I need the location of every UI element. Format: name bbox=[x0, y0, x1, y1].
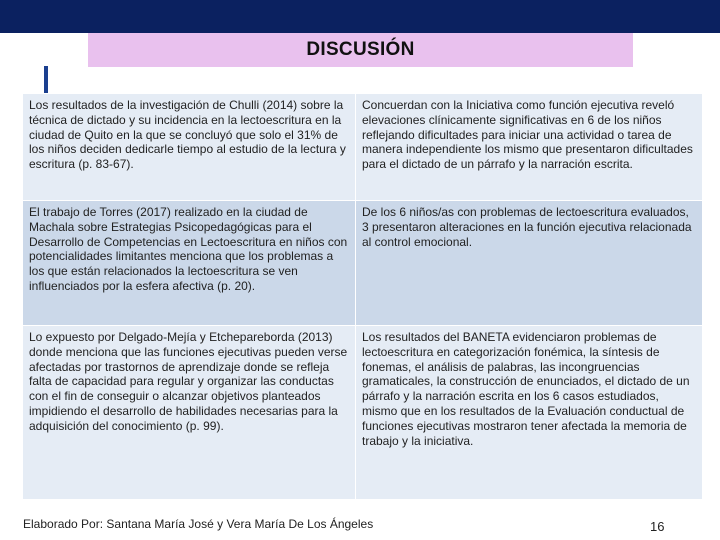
page-title: DISCUSIÓN bbox=[306, 39, 415, 60]
table-cell-antecedent: Lo expuesto por Delgado-Mejía y Etchepareborda (2013) donde menciona que las funciones ejecutivas pueden verse afectadas por trastornos de aprendizaje donde se refleja falta de capacidad para regular y organizar las conductas con el fin de conseguir o alcanzar objetivos planteados impidiendo el desarrollo de habilidades necesarias para la adquisición del conocimiento (p. 99). bbox=[23, 326, 356, 500]
table-cell-finding: De los 6 niños/as con problemas de lectoescritura evaluados, 3 presentaron alteraciones en la función ejecutiva relacionada al control emocional. bbox=[356, 201, 703, 326]
table-cell-finding: Los resultados del BANETA evidenciaron problemas de lectoescritura en categorización fonémica, la síntesis de fonemas, el análisis de palabras, las incongruencias gramaticales, la construcción de enunciados, el dictado de un párrafo y la narración escrita en los 6 casos estudiados, mismo que en los resultados de la Evaluación conductual de funciones ejecutivas mostraron tener afectada la memoria de trabajo y la iniciativa. bbox=[356, 326, 703, 500]
title-banner bbox=[88, 33, 633, 67]
accent-bar bbox=[44, 66, 48, 94]
table-row bbox=[23, 326, 703, 500]
table-cell-antecedent: Los resultados de la investigación de Chulli (2014) sobre la técnica de dictado y su incidencia en la lectoescritura en la ciudad de Quito en la que se concluyó que solo el 31% de los niños deciden dedicarle tiempo al estudio de la lectura y escritura (p. 83-67). bbox=[23, 94, 356, 201]
page-number: 16 bbox=[650, 519, 665, 534]
table-cell-finding: Concuerdan con la Iniciativa como función ejecutiva reveló elevaciones clínicamente significativas en 6 de los niños reflejando dificultades para iniciar una actividad o tarea de manera independiente los mismo que presentaron dificultades para el dictado de un párrafo y la narración escrita. bbox=[356, 94, 703, 201]
table-row bbox=[23, 201, 703, 326]
table-row bbox=[23, 94, 703, 201]
footer-credit: Elaborado Por: Santana María José y Vera María De Los Ángeles bbox=[23, 517, 374, 531]
top-header-band bbox=[0, 0, 720, 33]
discussion-table bbox=[22, 93, 703, 500]
table-cell-antecedent: El trabajo de Torres (2017) realizado en la ciudad de Machala sobre Estrategias Psicopedagógicas para el Desarrollo de Competencias en Lectoescritura en niños con potencialidades limitantes menciona que los problemas a los que están relacionados la lectoescritura se ven influenciados por la esfera afectiva (p. 20). bbox=[23, 201, 356, 326]
